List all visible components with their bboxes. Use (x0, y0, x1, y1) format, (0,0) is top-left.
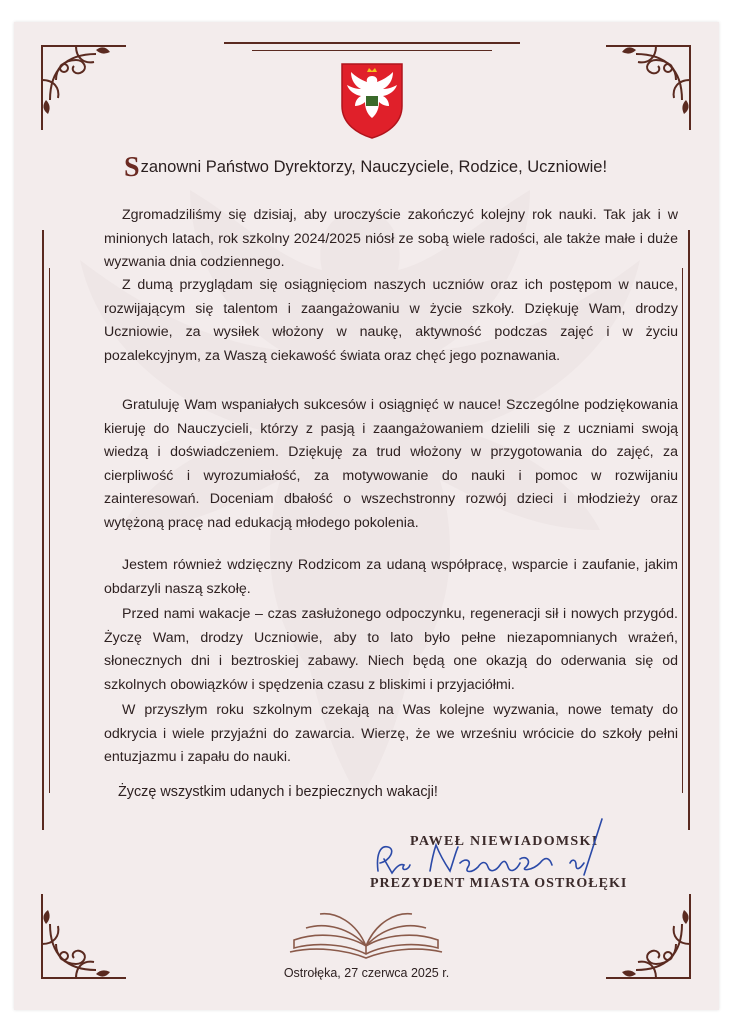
salutation-text: zanowni Państwo Dyrektorzy, Nauczyciele, Rodzice, Uczniowie! (140, 158, 608, 176)
paragraph-6: W przyszłym roku szkolnym czekają na Was kolejne wyzwania, nowe tematy do odkrycia i wiele przyjaźni do zawarcia. Wierzę, że we wrześniu wrócicie do szkoły pełni entuzjazmu i zapału do nauki. (104, 702, 678, 765)
paragraph-2: Z dumą przyglądam się osiągnięciom naszych uczniów oraz ich postępom w nauce, rozwijającym się talentom i zaangażowaniu w życie szkoły. Dziękuję Wam, drodzy Uczniowie, za wysiłek włożony w naukę, aktywność podczas zajęć i w życiu pozalekcyjnym, za Waszą ciekawość świata oraz chęć jego poznawania. (104, 277, 678, 364)
open-book-icon (286, 900, 446, 960)
paragraph-3: Gratuluję Wam wspaniałych sukcesów i osiągnięć w nauce! Szczególne podziękowania kieruję do Nauczycieli, którzy z pasją i zaangażowaniem dzielili się z uczniami swoją wiedzą i doświadczeniem. Dziękuję za trud włożony w przygotowania do zajęć, za cierpliwość i wyrozumiałość, za motywowanie do nauki i pomoc w rozwijaniu zainteresowań. Doceniam dbałość o wszechstronny rozwój dzieci i młodzieży oraz wytężoną pracę nad edukacją młodego pokolenia. (104, 397, 678, 531)
corner-ornament-top-right-icon (600, 40, 696, 136)
corner-ornament-top-left-icon (36, 40, 132, 136)
top-rule-short (252, 50, 492, 51)
place-and-date: Ostrołęka, 27 czerwca 2025 r. (283, 966, 450, 980)
signatory-title: PREZYDENT MIASTA OSTROŁĘKI (370, 876, 628, 891)
paragraph-1: Zgromadziliśmy się dzisiaj, aby uroczyście zakończyć kolejny rok nauki. Tak jak i w minionych latach, rok szkolny 2024/2025 niósł ze sobą wiele radości, ale także małe i duże wyzwania dnia codziennego. (104, 207, 678, 270)
paragraph-5: Przed nami wakacje – czas zasłużonego odpoczynku, regeneracji sił i nowych przygód. Życzę Wam, drodzy Uczniowie, aby to lato było pełne niezapomnianych wrażeń, słonecznych dni i beztroskiej zabawy. Niech będą one okazją do oderwania się od szkolnych obowiązków i spędzenia czasu z bliskimi i przyjaciółmi. (104, 606, 678, 693)
city-coat-of-arms-icon (340, 62, 404, 140)
salutation-initial: S (124, 152, 140, 183)
signatory-name: PAWEŁ NIEWIADOMSKI (410, 834, 599, 849)
handwritten-signature-icon (370, 815, 615, 883)
left-rule (42, 230, 44, 830)
salutation (124, 152, 664, 184)
top-rule (224, 42, 520, 44)
closing-wish: Życzę wszystkim udanych i bezpiecznych wakacji! (118, 784, 438, 800)
paragraph-4: Jestem również wdzięczny Rodzicom za udaną współpracę, wsparcie i zaufanie, jakim obdarzyli naszą szkołę. (104, 557, 678, 597)
right-rule (688, 230, 690, 830)
right-rule-inner (682, 268, 683, 793)
left-rule-inner (49, 268, 50, 793)
